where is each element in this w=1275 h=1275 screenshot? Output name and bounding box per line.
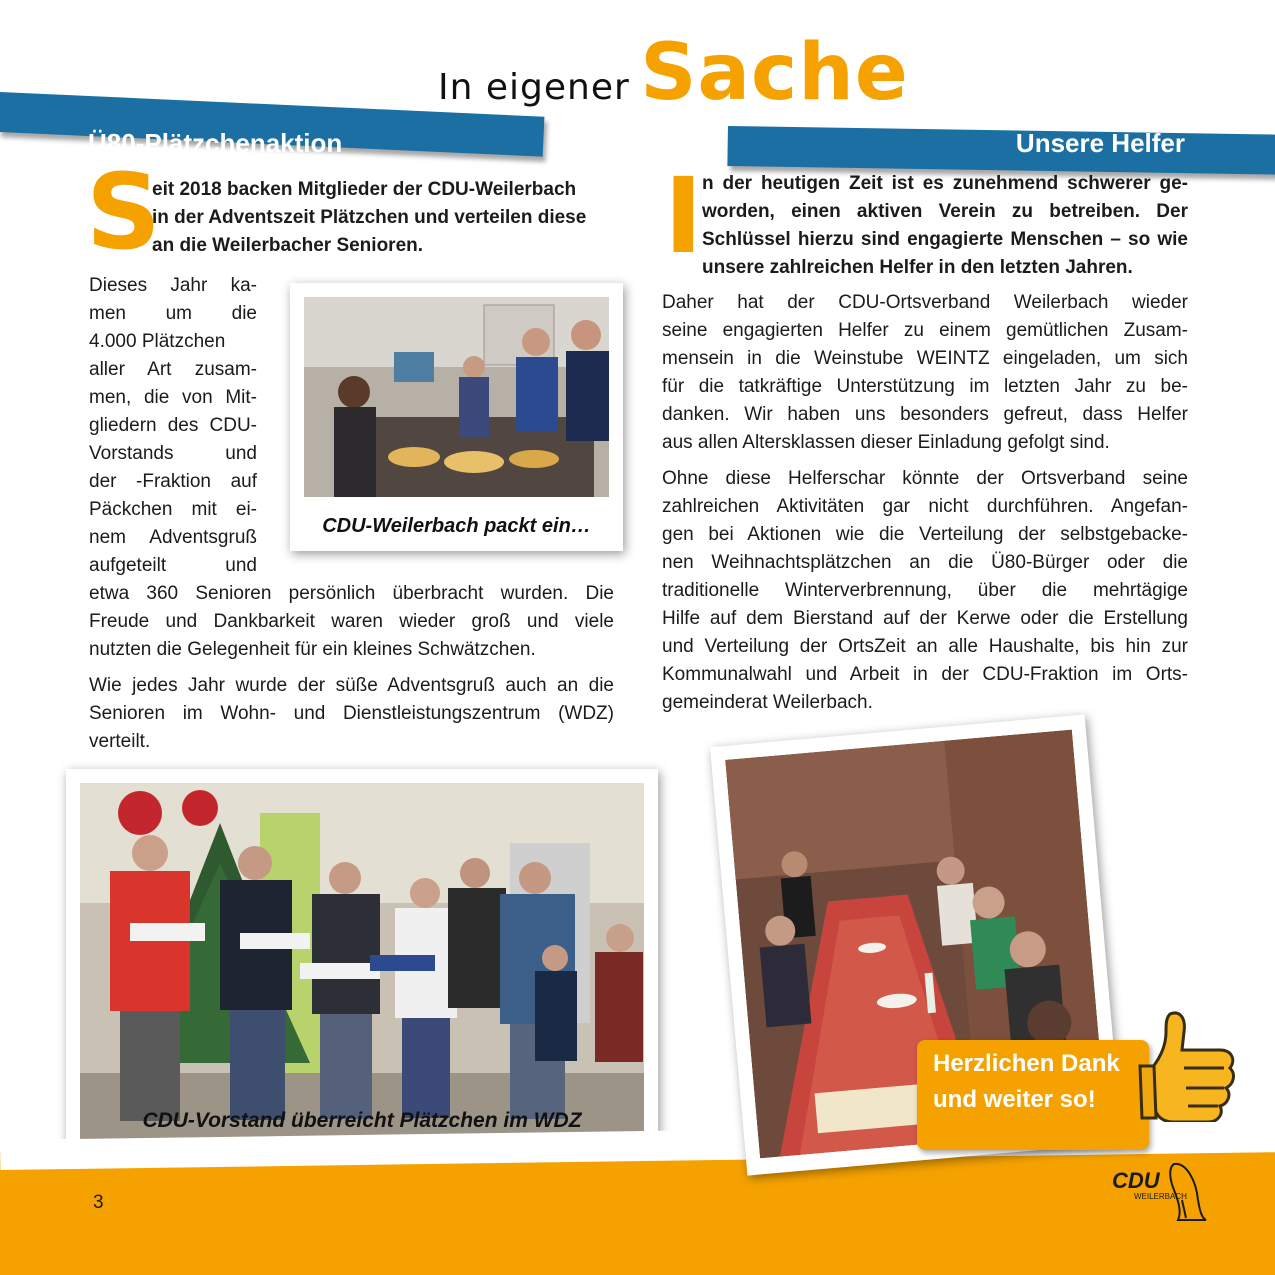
right-lead-paragraph: [702, 170, 1188, 282]
text-line: Schlüssel hierzu sind engagierte Menschen – so wie: [702, 229, 1188, 250]
text-line: men, die von Mit-: [89, 387, 257, 408]
text-line: men um die: [89, 303, 257, 324]
photo-packing-frame: [290, 283, 623, 551]
text-line: eit 2018 backen Mitglieder der CDU-Weilerbach: [152, 179, 577, 200]
text-line: zahlreichen Aktivitäten gar nicht durchführen. Angefan-: [662, 496, 1188, 517]
text-line: gen bei Aktionen wie die Verteilung der selbstgebacke-: [662, 524, 1188, 545]
right-section-band: [727, 126, 1275, 175]
photo-wdz-frame: [66, 769, 658, 1159]
text-line: worden, einen aktiven Verein zu betreiben. Der: [702, 201, 1188, 222]
page-number: 3: [93, 1192, 104, 1213]
text-line: Päckchen mit ei-: [89, 499, 257, 520]
photo-wdz: [80, 783, 644, 1145]
right-second-paragraph: [662, 465, 1188, 717]
title-big: Sache: [640, 28, 909, 118]
left-section-heading: Ü80-Plätzchenaktion: [88, 128, 343, 158]
text-line: Wie jedes Jahr wurde der süße Adventsgruß auch an die: [89, 675, 614, 696]
text-line: in der Adventszeit Plätzchen und verteilen diese: [152, 207, 587, 228]
text-line: 4.000 Plätzchen: [89, 331, 226, 352]
text-line: an die Weilerbacher Senioren.: [152, 235, 424, 256]
photo-wdz-image: [80, 783, 644, 1145]
text-line: aus allen Altersklassen dieser Einladung gefolgt sind.: [662, 432, 1110, 453]
text-line: aller Art zusam-: [89, 359, 257, 380]
text-line: Hilfe auf dem Bierstand auf der Kerwe oder die Erstellung: [662, 608, 1188, 629]
text-line: nen Weihnachtsplätzchen an die Ü80-Bürger oder die: [662, 552, 1188, 573]
photo-packing-caption: CDU-Weilerbach packt ein…: [322, 515, 591, 537]
thanks-line-1: Herzlichen Dank: [933, 1050, 1120, 1077]
right-section-heading: Unsere Helfer: [1015, 128, 1185, 158]
photo-packing-image: [304, 297, 609, 497]
text-line: verteilt.: [89, 731, 151, 752]
text-line: Freude und Dankbarkeit waren wieder groß und viele: [89, 611, 614, 632]
footer-bar: [0, 1152, 1275, 1275]
left-narrow-paragraph: [89, 272, 257, 580]
left-lead-paragraph: [152, 176, 614, 260]
text-line: n der heutigen Zeit ist es zunehmend schwerer ge-: [702, 173, 1188, 194]
cdu-logo-text: CDU: [1112, 1168, 1160, 1193]
text-line: seine engagierten Helfer zu einem gemütlichen Zusam-: [662, 320, 1188, 341]
left-full-paragraph: [89, 580, 614, 664]
text-line: traditionelle Winterverbrennung, über die mehrtägige: [662, 580, 1188, 601]
text-line: Senioren im Wohn- und Dienstleistungszentrum (WDZ): [89, 703, 614, 724]
text-line: gliedern des CDU-: [89, 415, 257, 436]
thanks-line-2: und weiter so!: [933, 1086, 1096, 1113]
cdu-logo-sub: WEILERBACH: [1134, 1192, 1187, 1201]
right-dropcap: I: [664, 155, 703, 277]
left-second-paragraph: [89, 672, 614, 756]
title-small: In eigener: [438, 67, 630, 108]
text-line: Ohne diese Helferschar könnte der Ortsverband seine: [662, 468, 1188, 489]
text-line: nutzten die Gelegenheit für ein kleines Schwätzchen.: [89, 639, 536, 660]
text-line: für die tatkräftige Unterstützung im letzten Jahr zu be-: [662, 376, 1188, 397]
text-line: unsere zahlreichen Helfer in den letzten Jahren.: [702, 257, 1133, 278]
page-title: [438, 28, 909, 118]
thanks-box: [917, 1040, 1149, 1150]
text-line: Vorstands und: [89, 443, 257, 464]
text-line: gemeinderat Weilerbach.: [662, 692, 873, 713]
cdu-logo: [1112, 1160, 1222, 1224]
text-line: etwa 360 Senioren persönlich überbracht wurden. Die: [89, 583, 614, 604]
text-line: mensein in die Weinstube WEINTZ eingeladen, um sich: [662, 348, 1188, 369]
photo-wdz-caption: CDU-Vorstand überreicht Plätzchen im WDZ: [142, 1109, 582, 1132]
thumbs-up-icon: [1136, 1006, 1240, 1122]
text-line: danken. Wir haben uns besonders gefreut, dass Helfer: [662, 404, 1188, 425]
text-line: nem Adventsgruß: [89, 527, 257, 548]
right-first-paragraph: [662, 289, 1188, 457]
text-line: Kommunalwahl und Arbeit in der CDU-Fraktion im Orts-: [662, 664, 1188, 685]
left-dropcap: S: [86, 151, 161, 273]
text-line: der -Fraktion auf: [89, 471, 257, 492]
text-line: Dieses Jahr ka-: [89, 275, 257, 296]
text-line: Daher hat der CDU-Ortsverband Weilerbach wieder: [662, 292, 1188, 313]
text-line: und Verteilung der OrtsZeit an alle Haushalte, bis hin zur: [662, 636, 1188, 657]
text-line: aufgeteilt und: [89, 555, 257, 576]
photo-packing: [304, 297, 609, 497]
